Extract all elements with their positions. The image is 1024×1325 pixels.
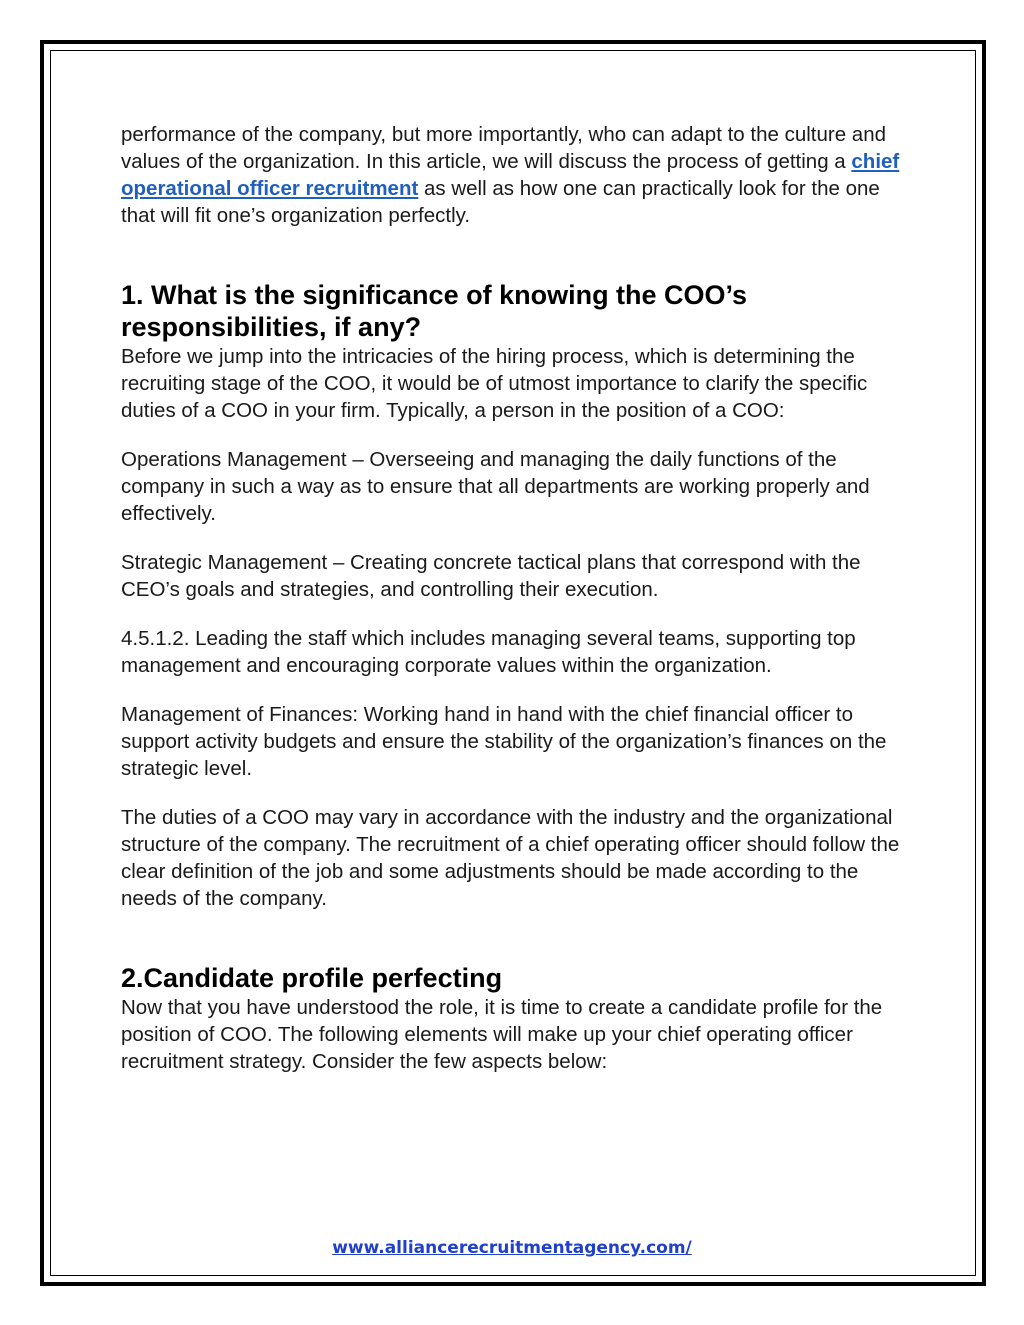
document-body bbox=[121, 121, 911, 1075]
section2-paragraph: Now that you have understood the role, it is time to create a candidate profile for the position of COO. The following elements will make up your chief operating officer recruitment strategy. Consider the few aspects below: bbox=[121, 996, 883, 1073]
intro-paragraph bbox=[121, 121, 911, 229]
section1-paragraph-leading-staff: 4.5.1.2. Leading the staff which includes managing several teams, supporting top management and encouraging corporate values within the organization. bbox=[121, 627, 856, 677]
section1-paragraph-operations: Operations Management – Overseeing and managing the daily functions of the company in such a way as to ensure that all departments are working properly and effectively. bbox=[121, 448, 870, 525]
coo-recruitment-link[interactable]: chief operational officer recruitment bbox=[121, 150, 900, 200]
section1-paragraph-intro: Before we jump into the intricacies of the hiring process, which is determining the recruiting stage of the COO, it would be of utmost importance to clarify the specific duties of a COO in your firm. Typically, a person in the position of a COO: bbox=[121, 345, 868, 422]
section1-paragraph-duties-vary: The duties of a COO may vary in accordance with the industry and the organizational structure of the company. The recruitment of a chief operating officer should follow the clear definition of the job and some adjustments should be made according to the needs of the company. bbox=[121, 806, 900, 910]
section1-paragraph-strategic: Strategic Management – Creating concrete tactical plans that correspond with the CEO’s goals and strategies, and controlling their execution. bbox=[121, 551, 861, 601]
intro-text-after-link: as well as how one can practically look for the one that will fit one’s organization perfectly. bbox=[121, 177, 880, 227]
intro-text-before-link: performance of the company, but more importantly, who can adapt to the culture and values of the organization. In this article, we will discuss the process of getting a bbox=[121, 123, 886, 173]
section2-heading: 2.Candidate profile perfecting bbox=[121, 963, 503, 993]
section1-heading: 1. What is the significance of knowing the COO’s responsibilities, if any? bbox=[121, 280, 748, 342]
section1-paragraph-finances: Management of Finances: Working hand in hand with the chief financial officer to support activity budgets and ensure the stability of the organization’s finances on the strategic level. bbox=[121, 703, 887, 780]
footer-website-link[interactable]: www.alliancerecruitmentagency.com/ bbox=[332, 1238, 692, 1258]
